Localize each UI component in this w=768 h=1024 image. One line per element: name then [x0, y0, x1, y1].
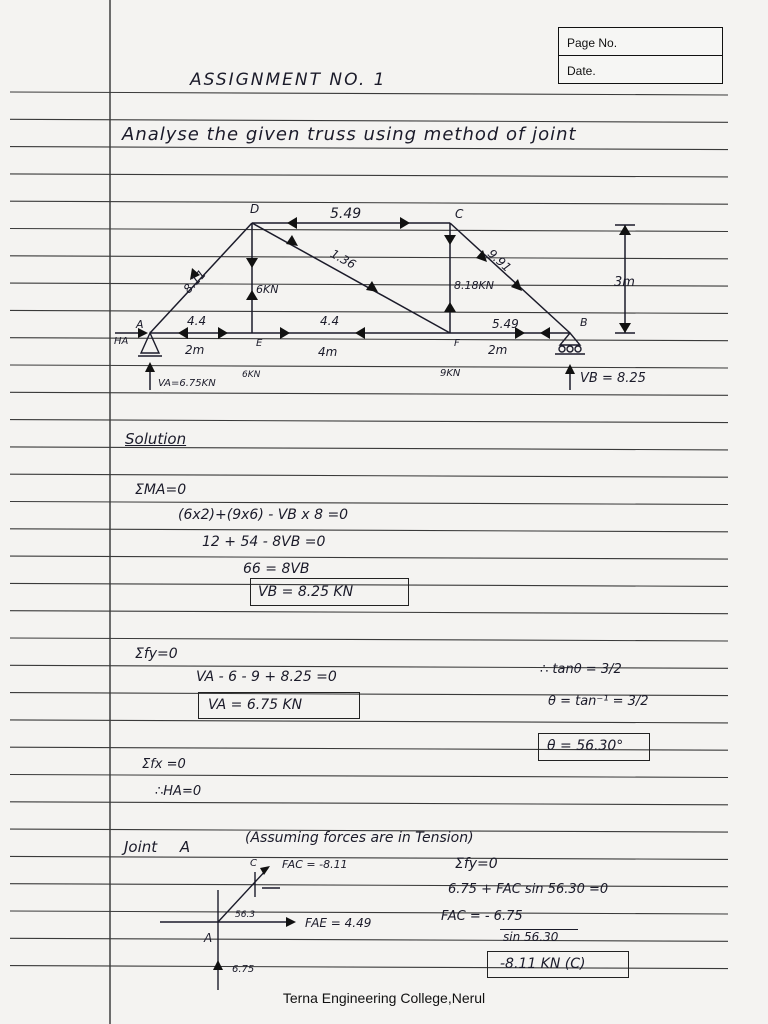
force-label-ad: 8.11 [180, 266, 209, 297]
joint-heading: Joint A [124, 838, 191, 856]
fac-result: -8.11 KN (C) [500, 956, 586, 972]
node-label-b: B [580, 316, 588, 329]
fae-label: FAE = 4.49 [305, 916, 372, 930]
moment-step-3: 66 = 8VB [243, 561, 310, 577]
force-label-fb: 5.49 [492, 317, 519, 331]
ha-result: ∴HA=0 [155, 784, 202, 799]
va-small-label: 6.75 [232, 964, 255, 975]
axis-c-label: C [250, 858, 257, 869]
fac-label: FAC = -8.11 [282, 858, 348, 871]
va-result: VA = 6.75 KN [208, 697, 303, 713]
height-label: 3m [614, 275, 635, 290]
node-label-f: F [454, 338, 460, 349]
node-label-a: A [136, 318, 144, 331]
moment-equation: ΣMA=0 [135, 482, 187, 498]
joint-step-2: FAC = - 6.75 [441, 909, 523, 924]
joint-step-1: 6.75 + FAC sin 56.30 =0 [448, 882, 609, 897]
node-label-c: C [455, 207, 464, 221]
assignment-title: ASSIGNMENT NO. 1 [190, 70, 387, 90]
force-label-de: 6KN [256, 283, 279, 296]
load-label-e: 6KN [242, 370, 261, 380]
force-label-df: 1.36 [328, 246, 359, 272]
joint-step-3: sin 56.30 [503, 930, 559, 944]
theta-result: θ = 56.30° [547, 738, 624, 754]
angle-label: 56.3 [235, 910, 256, 920]
footer-college-name: Terna Engineering College,Nerul [282, 990, 486, 1006]
force-label-cb: 9.91 [484, 246, 515, 275]
fx-equation: Σfx =0 [142, 757, 186, 772]
tan-step-1: ∴ tanθ = 3/2 [540, 662, 622, 677]
joint-fy-equation: Σfy=0 [455, 856, 498, 872]
span-label-2: 4m [318, 345, 338, 359]
vb-result: VB = 8.25 KN [258, 584, 354, 600]
force-label-ae: 4.4 [187, 314, 207, 328]
span-label-3: 2m [488, 343, 508, 357]
force-label-ef: 4.4 [320, 314, 340, 328]
node-label-d: D [250, 202, 260, 216]
moment-step-1: (6x2)+(9x6) - VB x 8 =0 [178, 507, 349, 523]
solution-heading: Solution [125, 430, 187, 448]
fy-equation: Σfy=0 [135, 646, 178, 662]
node-label-e: E [256, 338, 263, 349]
force-label-cf: 8.18KN [454, 279, 494, 292]
date-label: Date. [567, 64, 596, 78]
span-label-1: 2m [185, 343, 205, 357]
page-no-label: Page No. [559, 28, 722, 56]
joint-note: (Assuming forces are in Tension) [245, 830, 474, 846]
question-text: Analyse the given truss using method of joint [122, 124, 577, 145]
moment-step-2: 12 + 54 - 8VB =0 [202, 534, 326, 550]
force-label-dc: 5.49 [330, 206, 362, 222]
load-label-f: 9KN [440, 368, 461, 379]
joint-node-a: A [204, 931, 213, 945]
fy-step-1: VA - 6 - 9 + 8.25 =0 [196, 669, 337, 685]
tan-step-2: θ = tan⁻¹ = 3/2 [548, 694, 649, 709]
reaction-ha: HA [114, 336, 129, 347]
reaction-va: VA=6.75KN [158, 378, 216, 389]
reaction-vb: VB = 8.25 [580, 371, 646, 386]
